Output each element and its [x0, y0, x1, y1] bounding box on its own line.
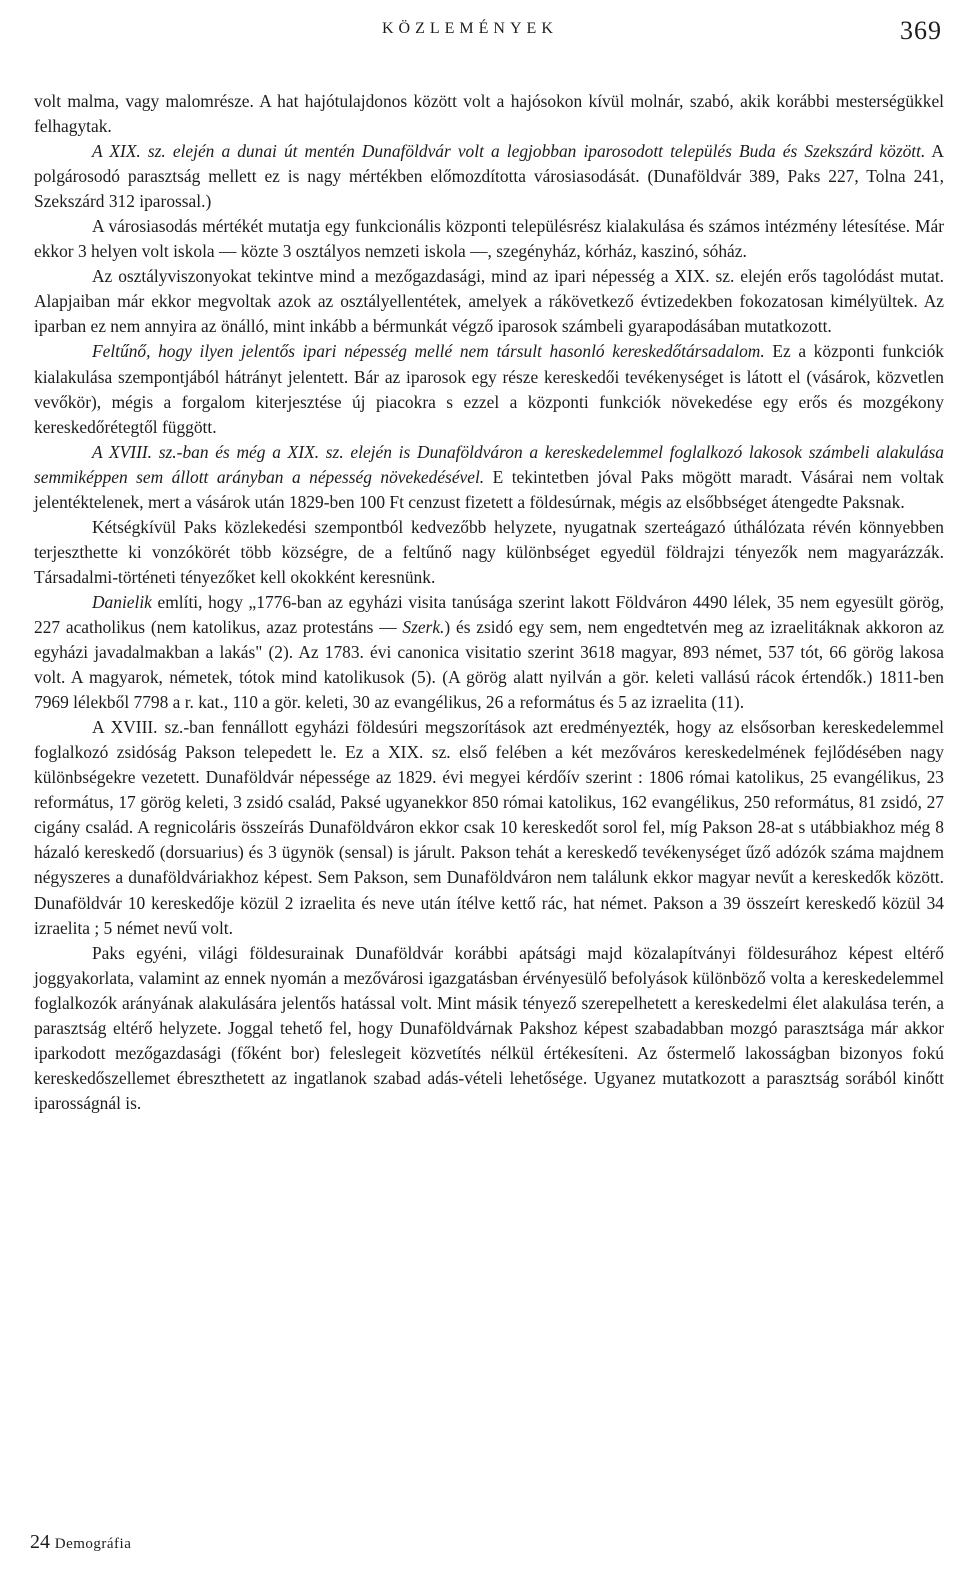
paragraph-8: Danielik említi, hogy „1776-ban az egyházi visita tanúsága szerint lakott Földváron 4490 lélek, 35 nem egyesült görög, 227 acatholikus (nem katolikus, azaz protestáns — Szerk.) és zsidó egy sem, nem engedtetvén meg az izraelitáknak akkoron az egyházi javadalmakban a lakás" (2). Az 1783. évi canonica visitatio szerint 3618 magyar, 893 német, 537 tót, 66 görög lakosa volt. A magyarok, németek, tótok mind katolikusok (5). (A görög alatt nyilván a gör. keleti vallású rácok értendők.) 1811-ben 7969 lélekből 7798 a r. kat., 110 a gör. keleti, 30 az evangélikus, 26 a református és 5 az izraelita (11).: [34, 591, 944, 713]
emphasis: A XVIII. sz.-ban és még a XIX. sz. elején is Dunaföldváron a kereskedelemmel foglalkozó lakosok számbeli alakulása semmiképpen sem állott arányban a népesség növekedésével.: [34, 441, 944, 487]
paragraph-9: A XVIII. sz.-ban fennállott egyházi földesúri megszorítások azt eredményezték, hogy az elsősorban kereskedelemmel foglalkozó zsidóság Pakson telepedett le. Ez a XIX. sz. első felében a két mezőváros kereskedelmének fejlődésében nagy különbségekre vezetett. Dunaföldvár népessége az 1829. évi megyei kérdőív szerint : 1806 római katolikus, 25 evangélikus, 23 református, 17 görög keleti, 3 zsidó család, Paksé ugyanekkor 850 római katolikus, 162 evangélikus, 250 református, 81 zsidó, 27 cigány család. A regnicoláris összeírás Dunaföldváron ekkor csak 10 kereskedőt sorol fel, míg Pakson 28-at s utábbiakhoz még 8 házaló kereskedő (dorsuarius) és 3 ügynök (sensal) is járult. Pakson tehát a kereskedő tevékenységet űző adózók száma majdnem négyszeres a dunaföldváriakhoz képest. Sem Pakson, sem Dunaföldváron nem találunk ekkor magyar nevűt a kereskedők között. Dunaföldvár 10 kereskedője közül 2 izraelita és neve után ítélve kettő rác, hat német. Pakson a 39 összeírt kereskedő közül 34 izraelita ; 5 német nevű volt.: [34, 717, 944, 938]
paragraph-10: Paks egyéni, világi földesurainak Dunaföldvár korábbi apátsági majd közalapítványi földesurához képest eltérő joggyakorlata, valamint az ennek nyomán a mezővárosi igazgatásban érvényesülő befolyások különböző volta a kereskedelemmel foglalkozók arányának alakulására jelentős hatással volt. Mint másik tényező szerepelhetett a kereskedelmi élet alakulása terén, a parasztság eltérő helyzete. Joggal tehető fel, hogy Dunaföldvárnak Pakshoz képest szabadabban mozgó parasztsága már akkor iparkodott mezőgazdasági (főként bor) feleslegeit közvetítés nélkül értékesíteni. Az őstermelő lakosságban bizonyos fokú kereskedőszellemet ébreszthetett az ingatlanok szabad adás-vételi lehetősége. Ugyanez mutatkozott a parasztság sorából kinőtt iparosságnál is.: [34, 942, 944, 1113]
emphasis: Szerk.: [402, 616, 445, 637]
page-number: 369: [900, 16, 942, 45]
signature-number: 24: [30, 1531, 50, 1553]
emphasis: A XIX. sz. elején a dunai út mentén Dunaföldvár volt a legjobban iparosodott település Buda és Szekszárd között.: [92, 141, 926, 162]
paragraph-6: A XVIII. sz.-ban és még a XIX. sz. elején is Dunaföldváron a kereskedelemmel foglalkozó lakosok számbeli alakulása semmiképpen sem állott arányban a népesség növekedésével. E tekintetben jóval Paks mögött maradt. Vásárai nem voltak jelentéktelenek, mert a vásárok után 1829-ben 100 Ft cenzust fizetett a földesúrnak, mégis az elsőbbséget átengedte Paksnak.: [34, 441, 944, 512]
paragraph-3: A városiasodás mértékét mutatja egy funkcionális központi településrész kialakulása és számos intézmény létesítése. Már ekkor 3 helyen volt iskola — közte 3 osztályos nemzeti iskola —, szegényház, kórház, kaszinó, sóház.: [34, 216, 944, 262]
signature-mark: [30, 1531, 131, 1554]
emphasis: Danielik: [92, 591, 152, 612]
paragraph-4: Az osztályviszonyokat tekintve mind a mezőgazdasági, mind az ipari népesség a XIX. sz. elején erős tagolódást mutat. Alapjaiban már ekkor megvoltak azok az osztályellentétek, amelyek a rákövetkező évtizedekben fokozatosan kimélyültek. Az iparban ez nem annyira az önálló, mint inkább a bérmunkát végző iparosok számbeli gyarapodásában mutatkozott.: [34, 266, 944, 337]
paragraph-1: volt malma, vagy malomrésze. A hat hajótulajdonos között volt a hajósokon kívül molnár, szabó, akik korábbi mesterségükkel felhagytak.: [34, 91, 944, 137]
paragraph-7: Kétségkívül Paks közlekedési szempontból kedvezőbb helyzete, nyugatnak szerteágazó úthálózata révén könnyebben terjeszthette ki vonzókörét több községre, de a feltűnő nagy különbséget egyedül földrajzi tényezők nem magyarázzák. Társadalmi-történeti tényezőket kell okokként keresnünk.: [34, 516, 944, 587]
emphasis: Feltűnő, hogy ilyen jelentős ipari népesség mellé nem társult hasonló kereskedőtársadalom.: [92, 341, 765, 362]
running-head: [0, 18, 960, 48]
paragraph-5: Feltűnő, hogy ilyen jelentős ipari népesség mellé nem társult hasonló kereskedőtársadalom. Ez a központi funkciók kialakulása szempontjából hátrányt jelentett. Bár az iparosok egy része kereskedői tevékenységet is látott el (vásárok, közvetlen vevőkör), mégis a forgalom kiterjesztése új piacokra s ezzel a központi funkciók növekedése egy erős és mozgékony kereskedőrétegtől függött.: [34, 341, 944, 437]
body-text: [34, 89, 944, 1116]
paragraph-2: A XIX. sz. elején a dunai út mentén Dunaföldvár volt a legjobban iparosodott település Buda és Szekszárd között. A polgárosodó parasztság mellett ez is nagy mértékben előmozdította városiasodását. (Dunaföldvár 389, Paks 227, Tolna 241, Szekszárd 312 iparossal.): [34, 141, 944, 212]
running-title: KÖZLEMÉNYEK: [382, 20, 558, 37]
signature-word: Demográfia: [54, 1536, 132, 1552]
